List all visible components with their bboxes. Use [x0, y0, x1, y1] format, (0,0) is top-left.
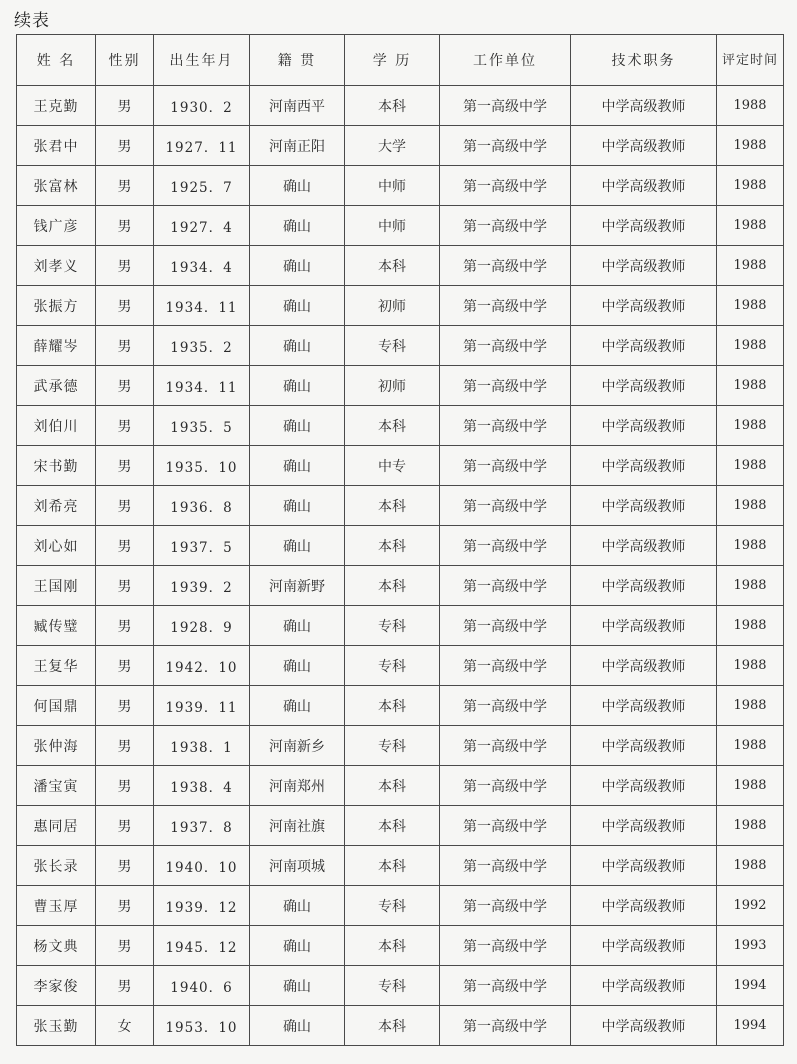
- cell-gender: 男: [96, 126, 154, 166]
- cell-gender: 男: [96, 846, 154, 886]
- cell-education: 本科: [345, 526, 440, 566]
- cell-birth: 1927．4: [154, 206, 250, 246]
- table-row: [17, 246, 784, 286]
- cell-name: 张仲海: [17, 726, 96, 766]
- header-workplace: 工作单位: [440, 35, 571, 86]
- cell-workplace: 第一高级中学: [440, 366, 571, 406]
- cell-title: 中学高级教师: [571, 646, 717, 686]
- table-row: [17, 166, 784, 206]
- cell-year: 1988: [717, 646, 784, 686]
- header-gender: 性别: [96, 35, 154, 86]
- cell-origin: 河南社旗: [250, 806, 345, 846]
- cell-birth: 1939．2: [154, 566, 250, 606]
- cell-education: 本科: [345, 86, 440, 126]
- header-name: 姓 名: [17, 35, 96, 86]
- cell-title: 中学高级教师: [571, 526, 717, 566]
- cell-origin: 确山: [250, 606, 345, 646]
- cell-birth: 1935．2: [154, 326, 250, 366]
- cell-title: 中学高级教师: [571, 86, 717, 126]
- cell-birth: 1938．4: [154, 766, 250, 806]
- cell-name: 张玉勤: [17, 1006, 96, 1046]
- table-row: [17, 406, 784, 446]
- cell-year: 1993: [717, 926, 784, 966]
- cell-title: 中学高级教师: [571, 366, 717, 406]
- table-row: [17, 926, 784, 966]
- cell-origin: 确山: [250, 366, 345, 406]
- cell-origin: 确山: [250, 886, 345, 926]
- cell-workplace: 第一高级中学: [440, 566, 571, 606]
- cell-name: 何国鼎: [17, 686, 96, 726]
- cell-education: 专科: [345, 606, 440, 646]
- cell-birth: 1940．10: [154, 846, 250, 886]
- table-row: [17, 846, 784, 886]
- cell-title: 中学高级教师: [571, 566, 717, 606]
- cell-workplace: 第一高级中学: [440, 86, 571, 126]
- cell-origin: 河南新野: [250, 566, 345, 606]
- cell-birth: 1935．5: [154, 406, 250, 446]
- page-title: 续表: [14, 11, 50, 31]
- table-row: [17, 206, 784, 246]
- cell-title: 中学高级教师: [571, 726, 717, 766]
- cell-education: 本科: [345, 486, 440, 526]
- cell-gender: 男: [96, 686, 154, 726]
- cell-origin: 确山: [250, 166, 345, 206]
- header-education: 学 历: [345, 35, 440, 86]
- cell-title: 中学高级教师: [571, 286, 717, 326]
- cell-workplace: 第一高级中学: [440, 846, 571, 886]
- cell-name: 潘宝寅: [17, 766, 96, 806]
- cell-name: 李家俊: [17, 966, 96, 1006]
- cell-birth: 1945．12: [154, 926, 250, 966]
- cell-gender: 男: [96, 166, 154, 206]
- table-row: [17, 606, 784, 646]
- cell-year: 1988: [717, 686, 784, 726]
- cell-education: 本科: [345, 566, 440, 606]
- cell-education: 本科: [345, 1006, 440, 1046]
- cell-name: 刘心如: [17, 526, 96, 566]
- cell-education: 专科: [345, 966, 440, 1006]
- header-origin: 籍 贯: [250, 35, 345, 86]
- cell-education: 本科: [345, 926, 440, 966]
- cell-title: 中学高级教师: [571, 966, 717, 1006]
- cell-origin: 确山: [250, 206, 345, 246]
- cell-workplace: 第一高级中学: [440, 646, 571, 686]
- table-row: [17, 286, 784, 326]
- cell-education: 专科: [345, 646, 440, 686]
- cell-origin: 河南正阳: [250, 126, 345, 166]
- cell-year: 1988: [717, 766, 784, 806]
- cell-title: 中学高级教师: [571, 806, 717, 846]
- teacher-roster-table: [16, 34, 784, 1046]
- cell-workplace: 第一高级中学: [440, 206, 571, 246]
- cell-name: 杨文典: [17, 926, 96, 966]
- table-row: [17, 86, 784, 126]
- cell-name: 刘希亮: [17, 486, 96, 526]
- cell-education: 中师: [345, 166, 440, 206]
- cell-workplace: 第一高级中学: [440, 686, 571, 726]
- cell-title: 中学高级教师: [571, 766, 717, 806]
- cell-year: 1988: [717, 366, 784, 406]
- table-row: [17, 526, 784, 566]
- cell-workplace: 第一高级中学: [440, 806, 571, 846]
- header-title: 技术职务: [571, 35, 717, 86]
- cell-year: 1988: [717, 846, 784, 886]
- cell-birth: 1925．7: [154, 166, 250, 206]
- cell-gender: 男: [96, 526, 154, 566]
- cell-origin: 确山: [250, 326, 345, 366]
- cell-birth: 1937．5: [154, 526, 250, 566]
- cell-gender: 男: [96, 406, 154, 446]
- cell-title: 中学高级教师: [571, 1006, 717, 1046]
- table-row: [17, 726, 784, 766]
- cell-gender: 男: [96, 246, 154, 286]
- cell-name: 刘伯川: [17, 406, 96, 446]
- cell-name: 惠同居: [17, 806, 96, 846]
- cell-year: 1992: [717, 886, 784, 926]
- cell-origin: 确山: [250, 526, 345, 566]
- table-row: [17, 1006, 784, 1046]
- cell-education: 初师: [345, 286, 440, 326]
- cell-gender: 男: [96, 606, 154, 646]
- cell-gender: 男: [96, 206, 154, 246]
- cell-title: 中学高级教师: [571, 126, 717, 166]
- cell-birth: 1934．11: [154, 286, 250, 326]
- cell-year: 1988: [717, 126, 784, 166]
- cell-birth: 1935．10: [154, 446, 250, 486]
- cell-birth: 1940．6: [154, 966, 250, 1006]
- cell-origin: 确山: [250, 286, 345, 326]
- cell-year: 1988: [717, 406, 784, 446]
- cell-gender: 男: [96, 806, 154, 846]
- cell-year: 1988: [717, 206, 784, 246]
- cell-year: 1988: [717, 486, 784, 526]
- cell-title: 中学高级教师: [571, 686, 717, 726]
- cell-education: 专科: [345, 886, 440, 926]
- cell-name: 武承德: [17, 366, 96, 406]
- cell-year: 1988: [717, 726, 784, 766]
- cell-title: 中学高级教师: [571, 406, 717, 446]
- cell-name: 臧传璧: [17, 606, 96, 646]
- cell-name: 钱广彦: [17, 206, 96, 246]
- cell-name: 宋书勤: [17, 446, 96, 486]
- table-row: [17, 446, 784, 486]
- cell-origin: 确山: [250, 406, 345, 446]
- header-birth: 出生年月: [154, 35, 250, 86]
- cell-workplace: 第一高级中学: [440, 966, 571, 1006]
- table-row: [17, 686, 784, 726]
- table-row: [17, 326, 784, 366]
- cell-gender: 男: [96, 766, 154, 806]
- cell-workplace: 第一高级中学: [440, 526, 571, 566]
- cell-education: 本科: [345, 766, 440, 806]
- cell-education: 初师: [345, 366, 440, 406]
- table-row: [17, 366, 784, 406]
- cell-workplace: 第一高级中学: [440, 246, 571, 286]
- cell-birth: 1928．9: [154, 606, 250, 646]
- table-row: [17, 806, 784, 846]
- cell-education: 本科: [345, 246, 440, 286]
- cell-year: 1994: [717, 1006, 784, 1046]
- cell-title: 中学高级教师: [571, 846, 717, 886]
- cell-title: 中学高级教师: [571, 886, 717, 926]
- cell-year: 1988: [717, 806, 784, 846]
- cell-gender: 男: [96, 86, 154, 126]
- cell-education: 本科: [345, 806, 440, 846]
- cell-workplace: 第一高级中学: [440, 166, 571, 206]
- cell-title: 中学高级教师: [571, 326, 717, 366]
- cell-year: 1988: [717, 326, 784, 366]
- cell-year: 1988: [717, 446, 784, 486]
- table-row: [17, 126, 784, 166]
- cell-workplace: 第一高级中学: [440, 126, 571, 166]
- cell-year: 1988: [717, 566, 784, 606]
- cell-birth: 1934．11: [154, 366, 250, 406]
- cell-origin: 河南郑州: [250, 766, 345, 806]
- cell-name: 王国刚: [17, 566, 96, 606]
- cell-name: 张振方: [17, 286, 96, 326]
- cell-workplace: 第一高级中学: [440, 606, 571, 646]
- cell-gender: 男: [96, 326, 154, 366]
- cell-gender: 男: [96, 286, 154, 326]
- cell-origin: 河南项城: [250, 846, 345, 886]
- cell-origin: 确山: [250, 966, 345, 1006]
- cell-title: 中学高级教师: [571, 926, 717, 966]
- table-row: [17, 766, 784, 806]
- cell-title: 中学高级教师: [571, 246, 717, 286]
- table-row: [17, 886, 784, 926]
- cell-year: 1988: [717, 286, 784, 326]
- table-row: [17, 646, 784, 686]
- cell-origin: 确山: [250, 446, 345, 486]
- cell-birth: 1939．12: [154, 886, 250, 926]
- cell-gender: 女: [96, 1006, 154, 1046]
- cell-name: 张长录: [17, 846, 96, 886]
- cell-name: 刘孝义: [17, 246, 96, 286]
- cell-origin: 河南新乡: [250, 726, 345, 766]
- cell-education: 中专: [345, 446, 440, 486]
- cell-title: 中学高级教师: [571, 446, 717, 486]
- cell-origin: 河南西平: [250, 86, 345, 126]
- cell-education: 专科: [345, 726, 440, 766]
- cell-workplace: 第一高级中学: [440, 446, 571, 486]
- cell-year: 1988: [717, 166, 784, 206]
- cell-gender: 男: [96, 566, 154, 606]
- cell-name: 薛耀岑: [17, 326, 96, 366]
- cell-education: 本科: [345, 686, 440, 726]
- cell-gender: 男: [96, 926, 154, 966]
- cell-gender: 男: [96, 366, 154, 406]
- cell-birth: 1934．4: [154, 246, 250, 286]
- cell-year: 1988: [717, 606, 784, 646]
- cell-education: 专科: [345, 326, 440, 366]
- cell-birth: 1938．1: [154, 726, 250, 766]
- header-row: [17, 35, 784, 86]
- cell-gender: 男: [96, 646, 154, 686]
- table-row: [17, 566, 784, 606]
- cell-birth: 1939．11: [154, 686, 250, 726]
- cell-workplace: 第一高级中学: [440, 926, 571, 966]
- cell-year: 1988: [717, 246, 784, 286]
- cell-birth: 1930．2: [154, 86, 250, 126]
- cell-workplace: 第一高级中学: [440, 406, 571, 446]
- table-row: [17, 486, 784, 526]
- cell-year: 1988: [717, 526, 784, 566]
- cell-gender: 男: [96, 966, 154, 1006]
- cell-education: 本科: [345, 846, 440, 886]
- cell-origin: 确山: [250, 486, 345, 526]
- cell-origin: 确山: [250, 246, 345, 286]
- header-assessed-year: 评定时间: [717, 35, 784, 86]
- cell-title: 中学高级教师: [571, 606, 717, 646]
- cell-education: 本科: [345, 406, 440, 446]
- cell-title: 中学高级教师: [571, 206, 717, 246]
- table-body: [17, 86, 784, 1046]
- cell-origin: 确山: [250, 646, 345, 686]
- cell-year: 1988: [717, 86, 784, 126]
- cell-workplace: 第一高级中学: [440, 766, 571, 806]
- cell-workplace: 第一高级中学: [440, 286, 571, 326]
- cell-birth: 1937．8: [154, 806, 250, 846]
- cell-birth: 1927．11: [154, 126, 250, 166]
- cell-name: 张君中: [17, 126, 96, 166]
- cell-name: 曹玉厚: [17, 886, 96, 926]
- cell-gender: 男: [96, 486, 154, 526]
- cell-origin: 确山: [250, 1006, 345, 1046]
- cell-year: 1994: [717, 966, 784, 1006]
- cell-gender: 男: [96, 726, 154, 766]
- cell-workplace: 第一高级中学: [440, 726, 571, 766]
- cell-education: 大学: [345, 126, 440, 166]
- cell-workplace: 第一高级中学: [440, 886, 571, 926]
- cell-origin: 确山: [250, 686, 345, 726]
- cell-birth: 1936．8: [154, 486, 250, 526]
- cell-title: 中学高级教师: [571, 486, 717, 526]
- cell-gender: 男: [96, 446, 154, 486]
- cell-birth: 1942．10: [154, 646, 250, 686]
- cell-gender: 男: [96, 886, 154, 926]
- cell-name: 王复华: [17, 646, 96, 686]
- cell-workplace: 第一高级中学: [440, 326, 571, 366]
- cell-workplace: 第一高级中学: [440, 486, 571, 526]
- cell-name: 张富林: [17, 166, 96, 206]
- cell-education: 中师: [345, 206, 440, 246]
- cell-workplace: 第一高级中学: [440, 1006, 571, 1046]
- cell-name: 王克勤: [17, 86, 96, 126]
- cell-title: 中学高级教师: [571, 166, 717, 206]
- cell-birth: 1953．10: [154, 1006, 250, 1046]
- table-row: [17, 966, 784, 1006]
- cell-origin: 确山: [250, 926, 345, 966]
